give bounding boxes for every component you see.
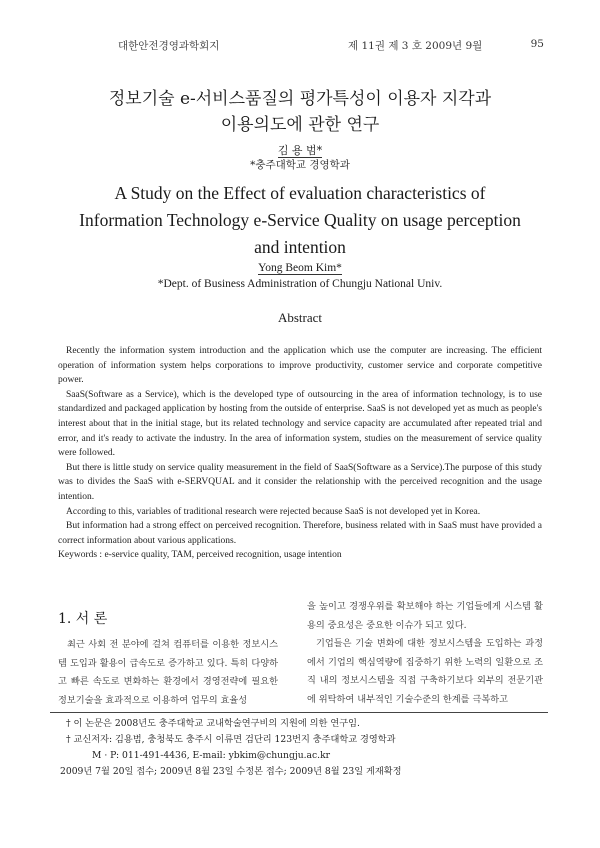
body-paragraph: 기업들은 기술 변화에 대한 정보시스템을 도입하는 과정에서 기업의 핵심역량에 집중하기 위한 노력의 일환으로 조직 내의 정보시스템을 직접 구축하기보다 외부의 전문기관에 위탁하여 내부적인 기술수준의 한계를 극복하고: [307, 638, 543, 705]
english-author: [40, 262, 560, 274]
abstract-paragraph: Recently the information system introduction and the application which use the computer are increasing. The efficient operation of information system helps corporations to improve productivity, customer service and corporate competitive power.: [58, 346, 542, 386]
korean-title-line1: 정보기술 e-서비스품질의 평가특성이 이용자 지각과: [108, 89, 492, 109]
abstract-paragraph: According to this, variables of traditional research were rejected because SaaS is not developed yet in Korea.: [66, 506, 481, 517]
footnote-contact: M · P: 011-491-4436, E-mail: ybkim@chungju.ac.kr: [92, 750, 331, 761]
korean-affiliation: *충주대학교 경영학과: [250, 159, 350, 171]
korean-title: [40, 86, 560, 138]
footnote-dates: 2009년 7월 20일 접수; 2009년 8월 23일 수정본 접수; 2009년 8월 23일 게재확정: [60, 766, 402, 777]
english-title-line3: and intention: [254, 237, 346, 257]
abstract-body: [58, 344, 542, 563]
left-column: [58, 636, 278, 710]
korean-author: [40, 142, 560, 158]
page-number: 95: [530, 38, 544, 50]
body-paragraph: 최근 사회 전 분야에 걸쳐 컴퓨터를 이용한 정보시스템 도입과 활용이 급속도로 증가하고 있다. 특히 다양하고 빠른 속도로 변화하는 환경에서 경영전략에 필요한 정보기술을 효과적으로 이용하여 업무의 효율성: [58, 639, 278, 706]
english-affiliation: *Dept. of Business Administration of Chungju National Univ.: [157, 278, 443, 290]
english-title: [40, 180, 560, 261]
english-title-line2: Information Technology e-Service Quality on usage perception: [79, 210, 521, 230]
korean-title-line2: 이용의도에 관한 연구: [220, 115, 380, 135]
journal-name: 대한안전경영과학회지: [118, 40, 220, 52]
english-author-name: Yong Beom Kim*: [258, 262, 342, 274]
abstract-heading: Abstract: [277, 310, 323, 325]
section-heading: 1. 서 론: [58, 611, 108, 627]
running-header: [56, 38, 544, 54]
korean-author-name: 김 용 범*: [277, 144, 323, 157]
abstract-paragraph: But information had a strong effect on perceived recognition. Therefore, business related with in SaaS must have provided a correct information about various applications.: [58, 521, 542, 546]
footnote-corresponding-author: † 교신저자: 김용범, 충청북도 충주시 이류면 검단리 123번지 충주대학교 경영학과: [66, 734, 396, 745]
right-column: [307, 598, 543, 709]
abstract-paragraph: SaaS(Software as a Service), which is the developed type of outsourcing in the area of information technology, is to use standardized and packaged application by hosting from the outside of enterprise. SaaS is not developed yet as much as people's interest about that in the initial stage, but its related technology and service capacity are accumulated after repeated trial and error, and it's ready to activate the industry. In the area of information system, studies on the measurement of service quality were followed.: [58, 389, 542, 459]
keywords: Keywords : e-service quality, TAM, perceived recognition, usage intention: [58, 550, 342, 561]
footnote-divider: [50, 712, 548, 713]
english-title-line1: A Study on the Effect of evaluation characteristics of: [114, 183, 486, 203]
footnote-funding: † 이 논문은 2008년도 충주대학교 교내학술연구비의 지원에 의한 연구임.: [66, 718, 360, 729]
volume-info: 제 11권 제 3 호 2009년 9월: [348, 40, 483, 52]
abstract-paragraph: But there is little study on service quality measurement in the field of SaaS(Software as a Service).The purpose of this study was to divides the SaaS with e-SERVQUAL and it consider the relationship with the perceived recognition and the usage intention.: [58, 462, 542, 502]
body-paragraph: 을 높이고 경쟁우위를 확보해야 하는 기업들에게 시스템 활용의 중요성은 중요한 이슈가 되고 있다.: [307, 601, 543, 631]
